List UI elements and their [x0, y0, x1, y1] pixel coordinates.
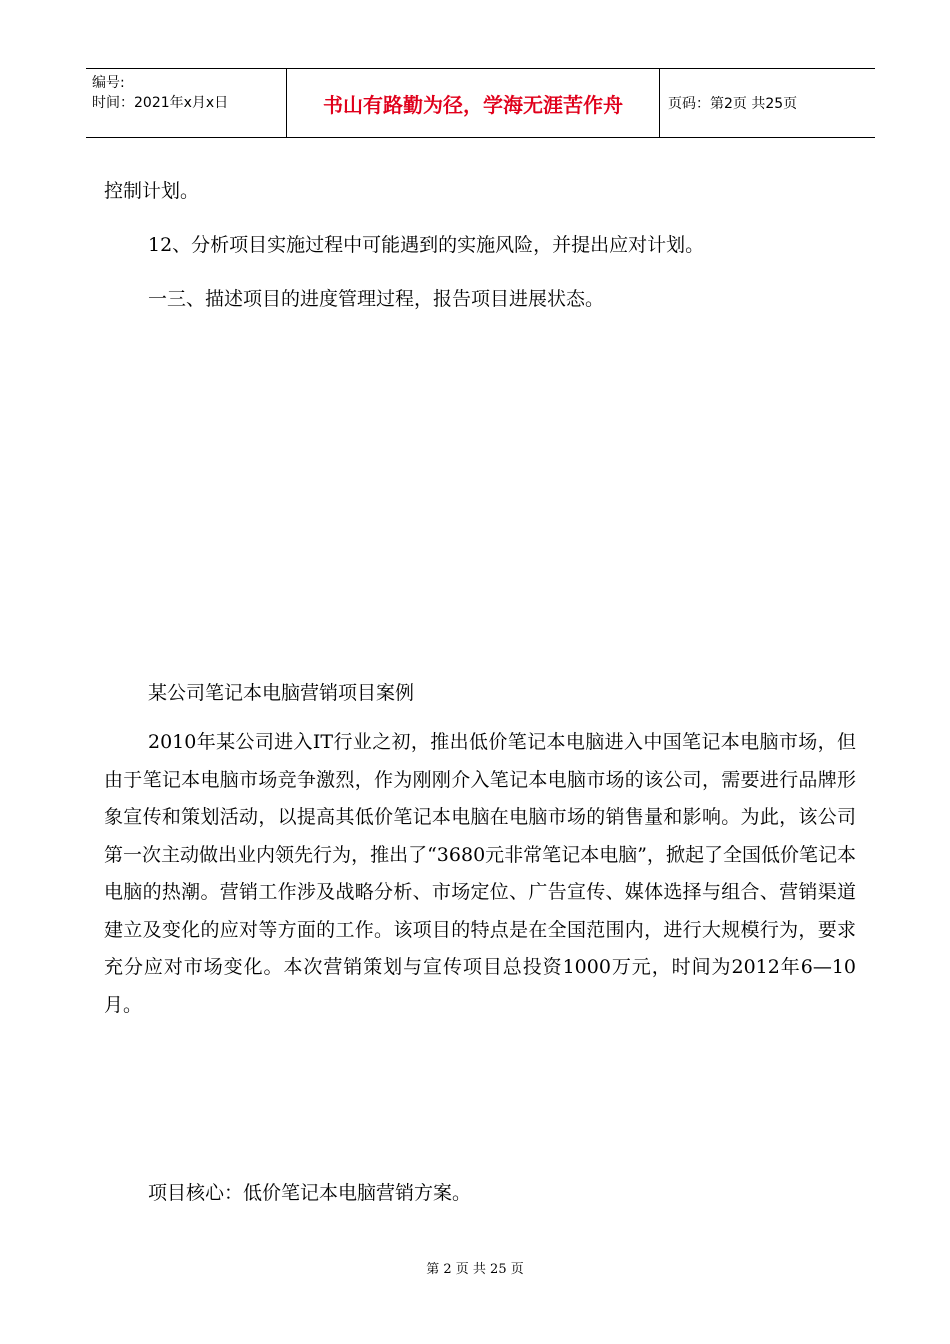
- text-line-2: 12、分析项目实施过程中可能遇到的实施风险，并提出应对计划。: [148, 234, 705, 256]
- header-meta: [86, 69, 286, 137]
- serial-label: 编号:: [92, 75, 125, 91]
- text-line-3: 一三、描述项目的进度管理过程，报告项目进展状态。: [148, 288, 605, 310]
- header-page-info: 页码：第2页 共25页: [668, 96, 798, 112]
- time-label: 时间：2021年x月x日: [92, 95, 229, 111]
- header-motto: 书山有路勤为径，学海无涯苦作舟: [286, 69, 660, 137]
- page-header: [86, 68, 875, 138]
- project-core: 项目核心：低价笔记本电脑营销方案。: [148, 1182, 472, 1204]
- case-body: 2010年某公司进入IT行业之初，推出低价笔记本电脑进入中国笔记本电脑市场，但由于笔记本电脑市场竞争激烈，作为刚刚介入笔记本电脑市场的该公司，需要进行品牌形象宣传和策划活动，以提高其低价笔记本电脑在电脑市场的销售量和影响。为此，该公司第一次主动做出业内领先行为，推出了“3680元非常笔记本电脑”，掀起了全国低价笔记本电脑的热潮。营销工作涉及战略分析、市场定位、广告宣传、媒体选择与组合、营销渠道建立及变化的应对等方面的工作。该项目的特点是在全国范围内，进行大规模行为，要求充分应对市场变化。本次营销策划与宣传项目总投资1000万元，时间为2012年6—10月。: [104, 731, 856, 1016]
- text-line-1: 控制计划。: [104, 180, 200, 202]
- case-title: 某公司笔记本电脑营销项目案例: [148, 682, 415, 704]
- page-footer: 第 2 页 共 25 页: [426, 1262, 524, 1277]
